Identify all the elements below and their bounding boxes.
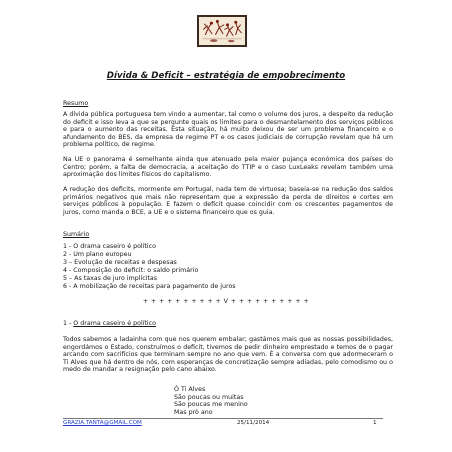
rock-art-logo-icon [197, 15, 247, 47]
footer-date: 25/11/2014 [237, 420, 270, 426]
poem [174, 386, 248, 416]
sumario-heading: Sumário [63, 231, 90, 238]
section-1-title: O drama caseiro é político [73, 320, 156, 327]
resumo-heading: Resumo [63, 100, 89, 107]
footer-email-link[interactable]: GRAZIA.TANTA@GMAIL.COM [63, 420, 142, 426]
sumario-item: 2 - Um plano europeu [63, 251, 132, 258]
sumario-item: 6 - A mobilização de receitas para pagamento de juros [63, 283, 236, 290]
section-1-number: 1 - [63, 320, 74, 327]
section-separator: + + + + + + + + + + V + + + + + + + + + + [142, 298, 310, 305]
resumo-paragraph-3: A redução dos deficits, mormente em Portugal, nada tem de virtuosa; baseia-se na redução dos saldos primários negativos que mais não representam que a expressão da perda de direitos e cortes em serviços públicos à população. E fazem o deficit quase coincidir com os crescentes pagamentos de juros, como manda o BCE, a UE e o sistema financeiro que os guia. [63, 186, 393, 216]
document-title: Dívida & Deficit – estratégia de empobrecimento [106, 71, 346, 81]
sumario-item: 4 - Composição do deficit: o saldo primário [63, 267, 199, 274]
resumo-paragraph-1: A dívida pública portuguesa tem vindo a aumentar, tal como o volume dos juros, a despeito da redução do deficit e isso leva a que se pergunte quais os limites para o desmantelamento dos serviços públicos e para o aumento das receitas. Esta situação, há muito deixou de ser um problema financeiro e o afundamento do BES, da empresa de regime PT e os casos judiciais de corrupção revelam que há um problema político, de regime. [63, 111, 393, 149]
poem-line: São poucas ou muitas [174, 393, 244, 401]
sumario-item: 3 – Evolução de receitas e despesas [63, 259, 177, 266]
sumario-item: 5 – As taxas de juro implícitas [63, 275, 158, 282]
section-1-paragraph: Todos sabemos a ladainha com que nos querem embalar; gastámos mais que as nossas possibilidades, engordámos o Estado, construímos o deficit, tivemos de pedir dinheiro emprestado e temos de o pagar arcando com sacrifícios que terminam sempre no ano que vem. É a conversa com que adormeceram o Ti Alves que há dentro de nós, com esperanças de concretização sempre adiadas, pelo comodismo ou o medo de mandar a resignação pelo cano abaixo. [63, 336, 393, 374]
section-1-heading [63, 320, 156, 327]
poem-line: Ó Ti Alves [174, 386, 206, 393]
sumario-item: 1 - O drama caseiro é político [63, 243, 156, 250]
sumario-list [63, 243, 393, 291]
resumo-paragraph-2: Na UE o panorama é semelhante ainda que atenuado pela maior pujança económica dos países do Centro; porém, a falta de democracia, a aceitação do TTIP e o caso LuxLeaks revelam também uma aproximação dos limites físicos do capitalismo. [63, 156, 393, 179]
footer-divider [63, 418, 383, 419]
poem-line: São poucas me menino [174, 401, 248, 409]
footer-page-number: 1 [373, 420, 377, 426]
poem-line: Mas prò ano [174, 408, 213, 416]
